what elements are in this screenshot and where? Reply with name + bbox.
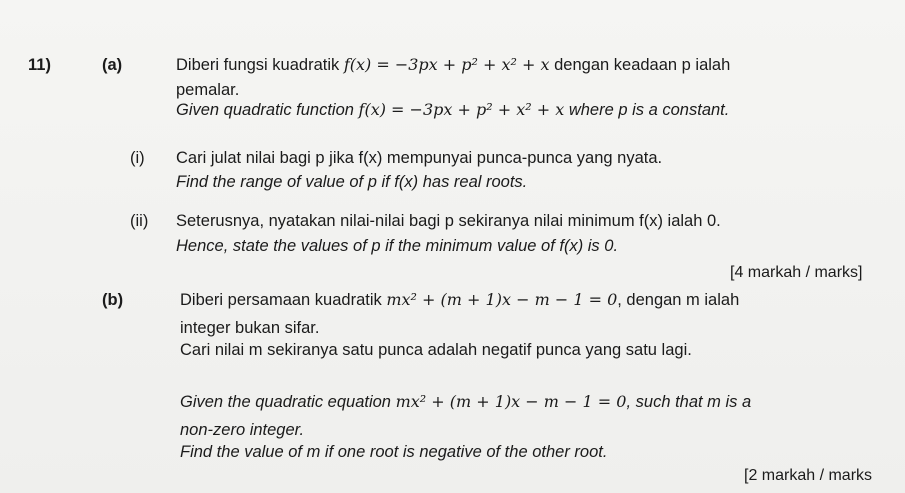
sub-i-malay: Cari julat nilai bagi p jika f(x) mempunyai punca-punca yang nyata. (176, 149, 663, 167)
function-expression: f(x) = −3px + p² + x² + x (343, 55, 550, 74)
part-a-label: (a) (102, 56, 123, 74)
sub-ii-english: Hence, state the values of p if the minimum value of f(x) is 0. (176, 237, 619, 255)
function-expression-en: f(x) = −3px + p² + x² + x (358, 100, 565, 119)
part-a-malay-pre: Diberi fungsi kuadratik (176, 56, 344, 74)
part-a-malay-post: dengan keadaan p ialah (549, 56, 731, 74)
part-a-english-pre: Given quadratic function (176, 101, 359, 119)
part-b-english-line3: Find the value of m if one root is negative of the other root. (180, 443, 608, 461)
part-a-marks: [4 markah / marks] (730, 264, 863, 281)
part-a-malay-line2: pemalar. (176, 81, 240, 99)
part-b-malay-post: , dengan m ialah (617, 291, 740, 309)
part-a-english-line (176, 100, 729, 120)
part-a-english-post: where p is a constant. (564, 101, 730, 119)
part-b-marks: [2 markah / marks (744, 467, 873, 484)
part-b-english-post: , such that m is a (626, 393, 752, 411)
part-b-malay-line2: integer bukan sifar. (180, 319, 320, 337)
part-a-malay-line1 (176, 55, 730, 75)
quadratic-equation: mx² + (m + 1)x − m − 1 = 0 (386, 290, 618, 309)
sub-i-english: Find the range of value of p if f(x) has real roots. (176, 173, 528, 191)
part-b-malay-line3: Cari nilai m sekiranya satu punca adalah negatif punca yang satu lagi. (180, 341, 692, 359)
part-b-english-pre: Given the quadratic equation (180, 393, 396, 411)
part-b-label: (b) (102, 291, 124, 309)
question-number: 11) (28, 56, 51, 74)
sub-ii-label: (ii) (130, 212, 149, 230)
part-b-english-line2: non-zero integer. (180, 421, 305, 439)
part-b-english-line1 (180, 392, 751, 412)
quadratic-equation-en: mx² + (m + 1)x − m − 1 = 0 (395, 392, 627, 411)
part-b-malay-pre: Diberi persamaan kuadratik (180, 291, 387, 309)
sub-i-label: (i) (130, 149, 145, 167)
sub-ii-malay: Seterusnya, nyatakan nilai-nilai bagi p sekiranya nilai minimum f(x) ialah 0. (176, 212, 721, 230)
part-b-malay-line1 (180, 290, 739, 310)
